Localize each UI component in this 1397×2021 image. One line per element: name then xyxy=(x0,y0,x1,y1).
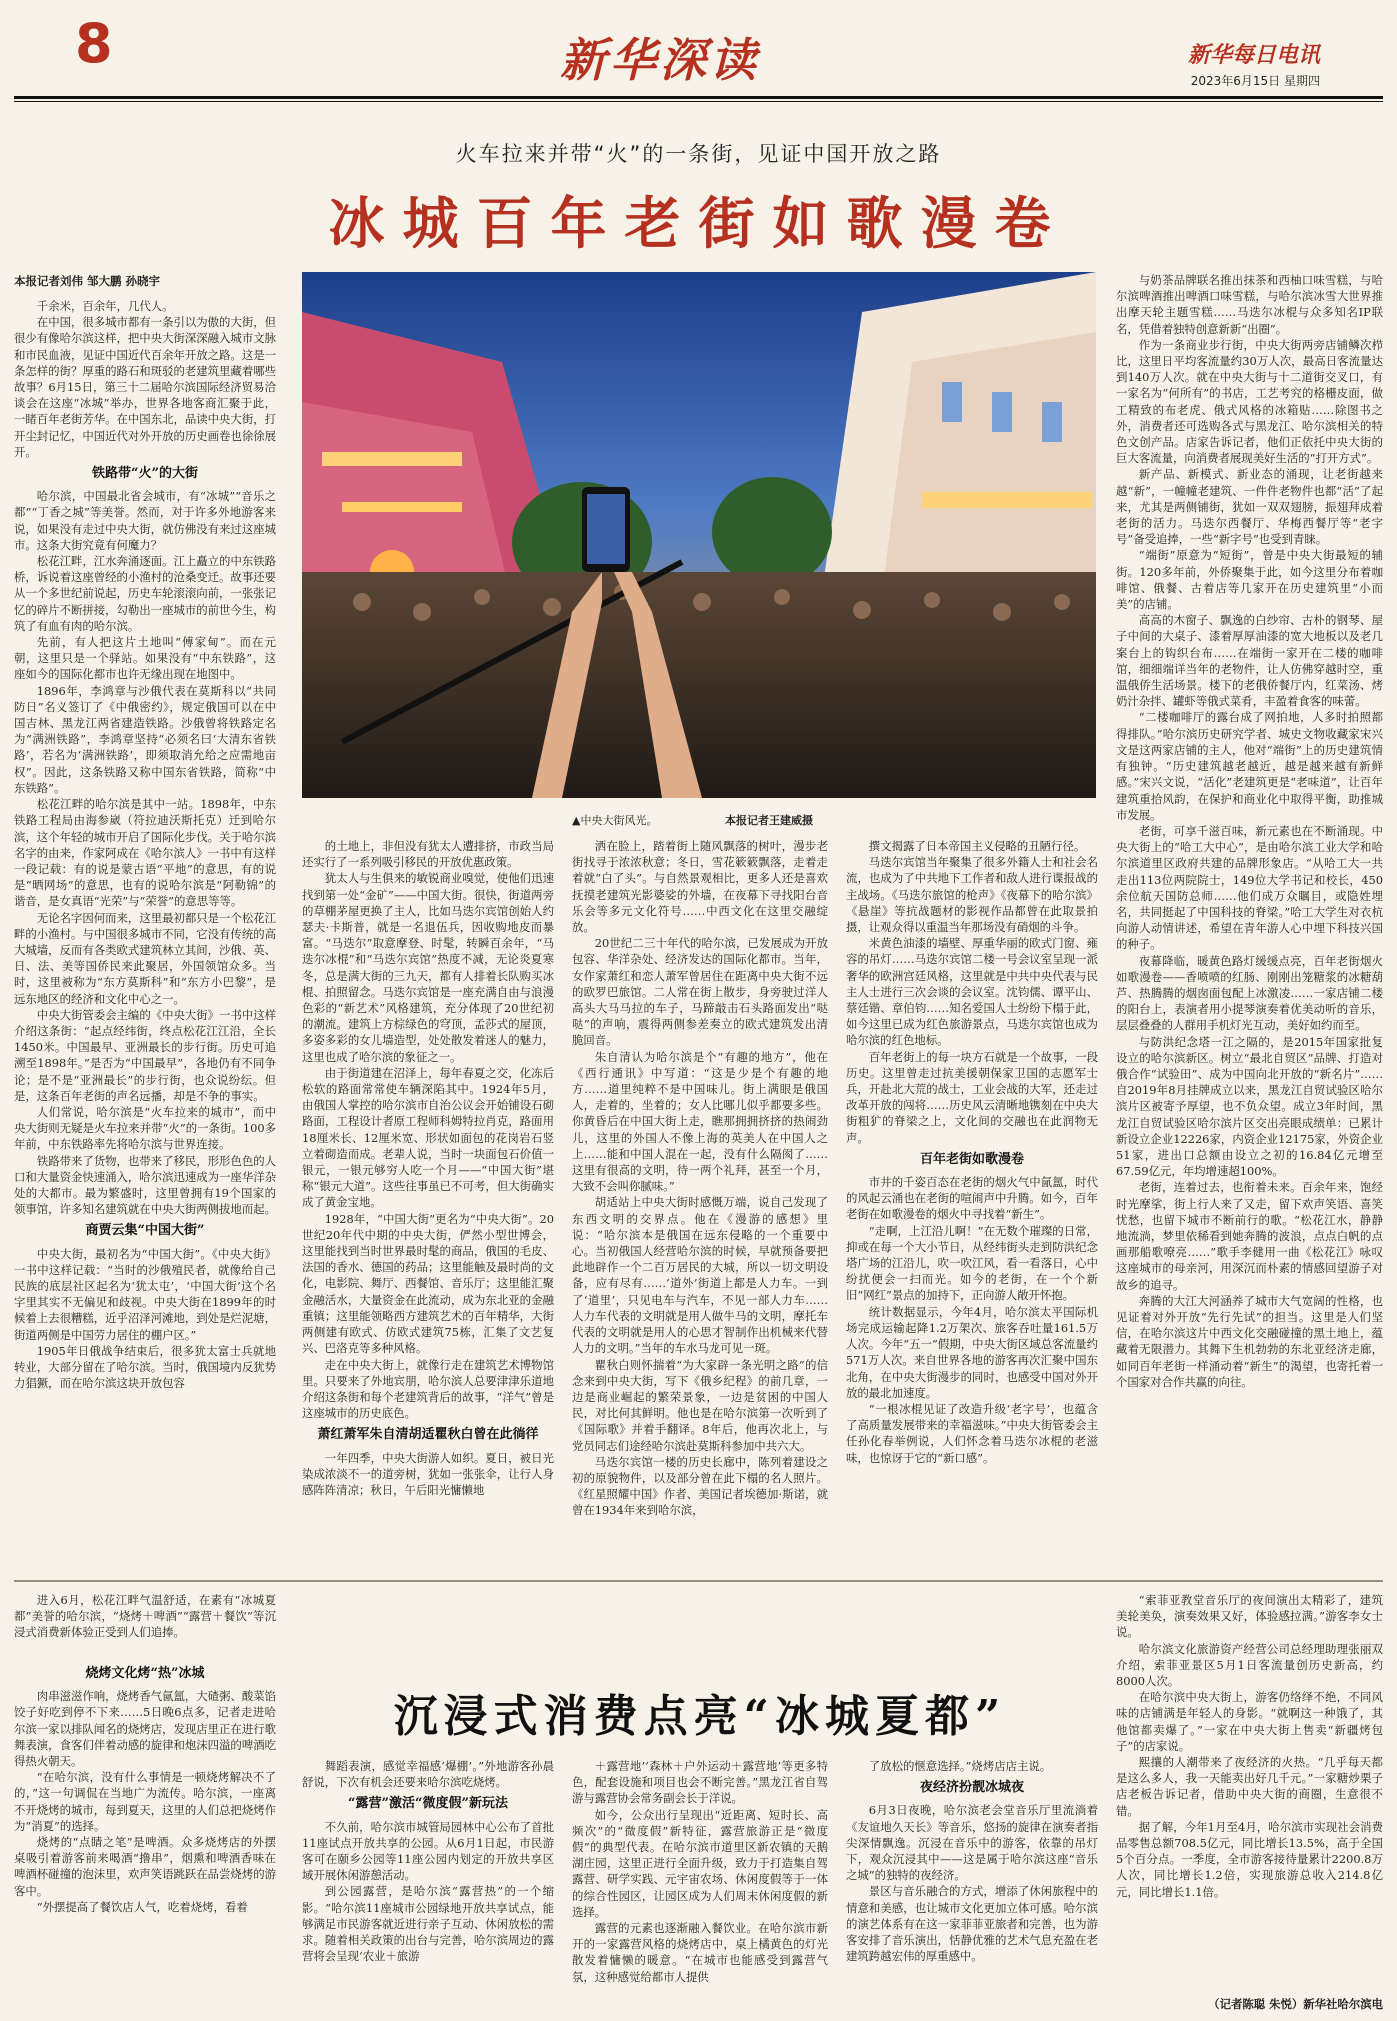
bottom-column-3 xyxy=(572,1758,828,2012)
paragraph: “一根冰棍见证了改造升级‘老字号’，也蕴含了高质量发展带来的幸福滋味。”中央大街管委会主任孙化春举例说，人们怀念着马迭尔冰棍的老滋味，也惊讶于它的“新口感”。 xyxy=(846,1401,1098,1465)
paper-name: 新华每日电讯 xyxy=(1187,42,1320,68)
page-number: 8 xyxy=(75,12,113,75)
article-column-4 xyxy=(846,838,1098,1568)
paragraph: 中央大街，最初名为“中国大街”。《中央大街》一书中这样记载：“当时的沙俄殖民者，就像给自己民族的底层社区起名为‘犹太屯’，‘中国大街’这个名字里其实不无偏见和歧视。中央大街在1899年的时候着上去很糟糕，近乎沼泽河滩地，到处是烂泥塘，街道两侧是中国劳力居住的棚户区。” xyxy=(14,1246,276,1342)
paragraph: “外摆提高了餐饮店人气，吃着烧烤，看着 xyxy=(36,1899,248,1914)
paragraph: 由于街道建在沼泽上，每年春夏之交，化冻后松软的路面常常使车辆深陷其中。1924年5月，由俄国人掌控的哈尔滨市自治公议会开始铺设石砌路面，工程设计者原工程师科姆特拉肖克，路面用18厘米长、12厘米宽、形状如面包的花岗岩石竖立着砌造而成。老辈人说，当时一块面包石价值一银元，一银元够穷人吃一个月——“中国大街”堪称“银元大道”。这些往事虽已不可考，但大街确实成了黄金宝地。 xyxy=(302,1065,554,1210)
paragraph: 无论名字因何而来，这里最初都只是一个松花江畔的小渔村。与中国很多城市不同，它没有传统的高大城墙，反而有各类欧式建筑林立其间，沙俄、英、日、法、美等国侨民来此聚居，外国领馆众多。当时，这里被称为“东方莫斯科”和“东方小巴黎”，是远东地区的经济和文化中心之一。 xyxy=(14,910,276,1006)
paragraph: 新产品、新模式、新业态的涌现，让老街越来越“新”，一幢幢老建筑、一件件老物件也都“活”了起来，尤其是两侧铺街，犹如一双双翅膀，振翅拜成着老街的活力。马迭尔西餐厅、华梅西餐厅等“老字号”备受追捧，一些“新字号”也受到青睐。 xyxy=(1116,467,1383,547)
paragraph: 松花江畔，江水奔涌逐面。江上矗立的中东铁路桥，诉说着这座曾经的小渔村的沧桑变迁。故事还要从一个多世纪前说起，历史车轮滚滚向前，一张张记忆的碎片不断拼接，勾勒出一座城市的前世今生，构筑了有血有肉的哈尔滨。 xyxy=(14,554,276,633)
paragraph: 如今，公众出行呈现出“近距离、短时长、高频次”的“微度假”新特征，露营旅游正是“微度假”的典型代表。在哈尔滨市道里区新农镇的天鹅湖庄园，这里正进行全面升级，致力于打造集自驾露营、研学实践、元宇宙农场、休闲度假等于一体的综合性园区，让园区成为人们周末休闲度假的新选择。 xyxy=(572,1807,828,1919)
paragraph: 人们常说，哈尔滨是“火车拉来的城市”，而中央大街则无疑是火车拉来并带“火”的一条街。100多年前，中东铁路率先将哈尔滨与世界连接。 xyxy=(14,1104,276,1152)
photo-credit: 本报记者王建威摄 xyxy=(725,814,813,827)
paragraph: “在哈尔滨，没有什么事情是一顿烧烤解决不了的，”这一句调侃在当地广为流传。哈尔滨，一座离不开烧烤的城市，每到夏天，这里的人们总把烧烤作为“消夏”的选择。 xyxy=(14,1770,276,1833)
paragraph: 百年老街上的每一块方石就是一个故事，一段历史。这里曾走过抗美援朝保家卫国的志愿军士兵，开赴北大荒的战士，工业会战的大军，还走过改革开放的闯将……历史风云清晰地镌刻在中央大街粗犷的脊梁之上，文化间的交融也在此润物无声。 xyxy=(846,1049,1098,1145)
paragraph: 撰文揭露了日本帝国主义侵略的丑陋行径。 xyxy=(868,839,1086,853)
paragraph: 景区与音乐融合的方式，增添了休闲旅程中的情意和美感，也让城市文化更加立体可感。哈尔滨的演艺体系有在这一家菲菲亚旅者和完善，也为游客安排了音乐演出，恬静优雅的艺术气息充盈在老建筑跨越宏伟的厚重感中。 xyxy=(846,1884,1098,1964)
paragraph: 不久前，哈尔滨市城管局园林中心公布了首批11座试点开放共享的公园。从6月1日起，市民游客可在颐乡公园等11座公园内划定的开放共享区域开展休闲游憩活动。 xyxy=(302,1819,554,1883)
paragraph: 烧烤的“点睛之笔”是啤酒。众多烧烤店的外摆桌吸引着游客前来喝酒“撸串”，烟熏和啤酒香味在啤酒杯碰撞的泡沫里，欢声笑语跳跃在品尝烧烤的游客中。 xyxy=(14,1835,276,1898)
subheading: 烧烤文化烤“热”冰城 xyxy=(85,1666,205,1681)
article-column-5 xyxy=(1116,272,1383,1568)
paragraph: 中央大街管委会主编的《中央大街》一书中这样介绍这条街：“起点经纬街，终点松花江江沿，全长1450米。中国最早、亚洲最长的步行街。历史可追溯至1898年。”是否为“中国最早”，各地仍有不同争论；是不是“亚洲最长”的步行街，也众说纷纭。但是，这条百年老街的声名远播，却是不争的事实。 xyxy=(14,1007,276,1103)
paragraph: 哈尔滨，中国最北省会城市，有“冰城”“音乐之都”“丁香之城”等美誉。然而，对于许多外地游客来说，如果没有走过中央大街，就仿佛没有来过这座城市。这条大街究竟有何魔力？ xyxy=(14,489,276,552)
paragraph: 与防洪纪念塔一江之隔的，是2015年国家批复设立的哈尔滨新区。树立“最北自贸区”品牌、打造对俄合作“试验田”、成为中国向北开放的“新名片”……自2019年8月挂牌成立以来，黑龙江自贸试验区哈尔滨片区被寄予厚望，也不负众望。成立3年时间，黑龙江自贸试验区哈尔滨片区交出亮眼成绩单：已累计新设立企业12226家，内资企业12175家，外资企业51家，进出口总额由设立之初的16.84亿元增至67.59亿元，年均增速超100%。 xyxy=(1116,1034,1383,1179)
paragraph: 高高的木窗子、飘逸的白纱帘、古朴的钢琴、屋子中间的大桌子、漆着厚厚油漆的宽大地板以及老几案台上的钩织台布……在端街一家开在二楼的咖啡馆，细细端详当年的老物件，让人仿佛穿越时空，重温俄侨生活场景。楼下的老俄侨餐厅内，红菜汤、烤奶汁杂拌、罐虾等俄式菜肴，丰盈着食客的味蕾。 xyxy=(1116,613,1383,709)
paragraph: 1905年日俄战争结束后，很多犹太富士兵就地转业，大部分留在了哈尔滨。当时，俄国境内反犹势力猖獗，而在哈尔滨这块开放包容 xyxy=(14,1343,276,1391)
paragraph: 米黄色油漆的墙壁、厚重华丽的欧式门窗、雍容的吊灯……马迭尔宾馆二楼一号会议室呈现一派奢华的欧洲宫廷风格，这里就是中共中央代表与民主人士进行三次会谈的会议室。沈钧儒、谭平山、蔡廷锴、章伯钧……知名爱国人士纷纷下榻于此，如今这里已成为红色旅游景点，马迭尔宾馆也成为哈尔滨的红色地标。 xyxy=(846,936,1098,1048)
bottom-column-4 xyxy=(846,1758,1098,2012)
paragraph: 先前，有人把这片土地叫“傅家甸”。而在元朝，这里只是一个驿站。如果没有“中东铁路”，这座如今的国际化都市也许无缘出现在地图中。 xyxy=(14,635,276,682)
subheading: “露营”激活“微度假”新玩法 xyxy=(348,1796,508,1812)
bottom-column-2 xyxy=(302,1758,554,2012)
paragraph: 肉串滋滋作响，烧烤香气氤氲，大碴粥、酸菜馅饺子好吃到停不下来……5日晚6点多，记者走进哈尔滨一家以排队闻名的烧烤店，发现店里正在进行歌舞表演，食客们伴着动感的旋律和炮沫四溢的啤酒吃得热火朝天。 xyxy=(14,1689,276,1769)
section-masthead: 新华深读 xyxy=(560,33,760,87)
subheading: 夜经济扮靓冰城夜 xyxy=(919,1780,1024,1796)
paragraph: 犹太人与生俱来的敏锐商业嗅觉，使他们迅速找到第一处“金矿”——中国大街。很快，街道两旁的草棚茅屋更换了主人，比如马迭尔宾馆创始人约瑟夫·卡斯普，就是一名退伍兵，因收购地皮而暴富。“马迭尔”取意摩登、时髦，转瞬百余年，“马迭尔冰棍”和“马迭尔宾馆”热度不减，无论炎夏寒冬，总是满大街的三九天，都有人排着长队购买冰棍、拍照留念。马迭尔宾馆是一座充满自由与浪漫色彩的“新艺术”风格建筑，充分体现了20世纪初的潮流。建筑上方棕绿色的穹顶，孟莎式的屋顶，多姿多彩的女儿墙造型，处处散发着迷人的魅力，这里也成了哈尔滨的象征之一。 xyxy=(302,871,554,1064)
dispatch-credit: （记者陈聪 朱悦）新华社哈尔滨电 xyxy=(1208,1997,1383,2011)
subheading: 商贾云集“中国大街” xyxy=(85,1223,205,1239)
photo-caption: ▲中央大街风光。 xyxy=(572,814,658,827)
subheading: 百年老街如歌漫卷 xyxy=(919,1151,1024,1167)
paragraph: 千余米，百余年，几代人。 xyxy=(36,299,174,313)
paragraph: 夜幕降临，暖黄色路灯缓缓点亮，百年老街烟火如歌漫卷——香喷喷的红肠、刚刚出笼糖浆的冰糖葫芦、热腾腾的烟囱面包配上冰激凌……一家店铺二楼的阳台上，表演者用小提琴演奏着优美动听的音乐，层层叠叠的人群用手机灯光互动，美好如约而至。 xyxy=(1116,953,1383,1033)
issue-date: 2023年6月15日 星期四 xyxy=(1190,74,1320,88)
paragraph: 熙攘的人潮带来了夜经济的火热。“几乎每天都是这么多人，我一天能卖出好几千元。”一家糖炒栗子店老板告诉记者，借助中央大街的商圈，生意很不错。 xyxy=(1116,1755,1383,1818)
header-rule xyxy=(14,96,1383,99)
bottom-lead xyxy=(14,1592,276,1652)
paragraph: 市井的千姿百态在老街的烟火气中氤氲，时代的风起云涌也在老街的喧闹声中升腾。如今，百年老街在如歌漫卷的烟火中寻找着“新生”。 xyxy=(846,1175,1098,1222)
subheading: 铁路带“火”的大街 xyxy=(92,466,198,482)
paragraph: 瞿秋白则怀揣着“为大家辟一条光明之路”的信念来到中央大街，写下《俄乡纪程》的前几章，一边是商业崛起的繁荣景象，一边是贫困的中国人民，对比何其鲜明。他也是在哈尔滨第一次听到了《国际歌》并着手翻译。8年后，他再次北上，与党员同志们途经哈尔滨赴莫斯科参加中共六大。 xyxy=(572,1357,828,1453)
paragraph: “索菲亚教堂音乐厅的夜间演出太精彩了，建筑美轮美奂，演奏效果又好，体验感拉满。”游客李女士说。 xyxy=(1116,1593,1383,1640)
paragraph: 露营的元素也逐渐融入餐饮业。在哈尔滨市新开的一家露营风格的烧烤店中，桌上橘黄色的灯光散发着慵懒的暖意。“在城市也能感受到露营气氛，这种感觉给都市人提供 xyxy=(572,1921,828,1984)
paragraph: 20世纪二三十年代的哈尔滨，已发展成为开放包容、华洋杂处、经济发达的国际化都市。当年，女作家萧红和恋人萧军曾居住在距离中央大街不远的欧罗巴旅馆。二人常在街上散步，身旁驶过洋人高头大马马拉的车子，马蹄敲击石头路面发出“哒哒”的声响，震得两侧参差奏立的欧式建筑发出清脆回音。 xyxy=(572,936,828,1048)
paragraph: 作为一条商业步行街，中央大街两旁店铺鳞次栉比，这里日平均客流量约30万人次，最高日客流量达到140万人次。就在中央大街与十二道街交叉口，有一家名为“何所有”的书店，工艺考究的格栅皮面，做工精致的布老虎、俄式风格的冰箱贴……除图书之外，消费者还可选购各式与黑龙江、哈尔滨相关的特色文创产品。店家告诉记者，他们正依托中央大街的巨大客流量，向消费者展现美好生活的“打开方式”。 xyxy=(1116,337,1383,466)
article-column-2 xyxy=(302,838,554,1568)
paragraph: 洒在脸上，踏着街上随风飘落的树叶，漫步老街找寻于浓浓秋意；冬日，雪花簌簌飘落，走着走着就“白了头”。与自然景观相比，更多人还是喜欢抚摸老建筑光影婆娑的外墙，在夜幕下寻找阳台音乐会等多元文化符号……中西文化在这里交融绽放。 xyxy=(572,839,828,935)
paragraph: 的土地上，非但没有犹太人遭排挤，市政当局还实行了一系列吸引移民的开放优惠政策。 xyxy=(302,839,554,870)
paragraph: 胡适站上中央大街时感慨万端，说自己发现了东西文明的交界点。他在《漫游的感想》里说：“哈尔滨本是俄国在远东侵略的一个重要中心。当初俄国人经营哈尔滨的时候，早就预备要把此地辟作一个二百万居民的大城，所以一切文明设备，应有尽有……‘道外’街道上都是人力车。一到了‘道里’，只见电车与汽车，不见一部人力车……人力车代表的文明就是用人做牛马的文明，摩托车代表的文明就是用人的心思才智制作出机械来代替人力的文明。”当年的车水马龙可见一斑。 xyxy=(572,1195,828,1356)
paragraph: 与奶茶品牌联名推出抹茶和西柚口味雪糕，与哈尔滨啤酒推出啤酒口味雪糕，与哈尔滨冰雪大世界推出摩天轮主题雪糕……马迭尔冰棍与众多知名IP联名，凭借着独特创意新新“出圈”。 xyxy=(1116,273,1383,336)
article-column-3 xyxy=(572,838,828,1568)
header-rule-thin xyxy=(14,101,1383,102)
paragraph: 了放松的惬意选择。”烧烤店店主说。 xyxy=(868,1759,1052,1773)
main-headline: 冰城百年老街如歌漫卷 xyxy=(328,191,1069,257)
subheading: 萧红萧军朱自清胡适瞿秋白曾在此徜徉 xyxy=(317,1427,539,1443)
paragraph: 奔腾的大江大河涵养了城市大气宽阔的性格，也见证着对外开放“先行先试”的担当。这里是人们坚信，在哈尔滨这片中西文化交融碰撞的黑土地上，蕴藏着无限潜力。其舞下生机勃勃的东北亚经济走廊，如同百年老街一样涌动着“新生”的渴望，也寄托着一个国家对合作共赢的向往。 xyxy=(1116,1293,1383,1389)
article-column-1 xyxy=(14,298,276,1568)
paragraph: 马迭尔宾馆一楼的历史长廊中，陈列着建设之初的原貌物件，以及部分曾在此下榻的名人照片。《红星照耀中国》作者、美国记者埃德加·斯诺，就曾在1934年来到哈尔滨， xyxy=(572,1454,828,1518)
paragraph: 朱自清认为哈尔滨是个“有趣的地方”，他在《西行通讯》中写道：“这是少是个有趣的地方……道里纯粹不是中国味儿。街上满眼是俄国人，走着的，坐着的；女人比哪儿似乎都要多些。你黄昏后在中国大街上走，瞧那拥拥挤挤的热闹劲儿，这里的外国人不像上海的英美人在中国人之上……能和中国人混在一起，没有什么隔阂了……这里有很高的文明，待一两个礼拜，甚至一个月，大致不会叫你腻味。” xyxy=(572,1049,828,1194)
paragraph: 在中国，很多城市都有一条引以为傲的大街，但很少有像哈尔滨这样，把中央大街深深融入城市文脉和市民血液，见证中国近代百余年开放之路。这是一条怎样的街？厚重的路石和斑驳的老建筑里藏着哪些故事？6月15日，第三十二届哈尔滨国际经济贸易洽谈会在这座“冰城”举办，世界各地客商汇聚于此，一睹百年老街芳华。在中国东北，品读中央大街，打开尘封记忆，中国近代对外开放的历史画卷也徐徐展开。 xyxy=(14,315,276,459)
paragraph: 铁路带来了货物，也带来了移民，形形色色的人口和大量资金快速涌入，哈尔滨迅速成为一座华洋杂处的大都市。最为繁盛时，这里曾拥有19个国家的领事馆，许多知名建筑就在中央大街两侧拔地而起。 xyxy=(14,1153,276,1217)
street-photo xyxy=(302,272,1096,798)
paragraph: 松花江畔的哈尔滨是其中一站。1898年，中东铁路工程局由海参崴（符拉迪沃斯托克）迁到哈尔滨，这个年轻的城市开启了国际化步伐。关于哈尔滨名字的由来，作家阿成在《哈尔滨人》一书中有这样一段记载：有的说是蒙古语“平地”的意思，有的说是“晒网场”的意思，也有的说哈尔滨是“阿勒锦”的谐音，是女真语“光荣”与“荣誉”的意思等等。 xyxy=(14,797,276,909)
bottom-column-5 xyxy=(1116,1592,1383,1992)
paragraph: 马迭尔宾馆当年聚集了很多外籍人士和社会名流，也成为了中共地下工作者和敌人进行谍报战的主战场。《马迭尔旅馆的枪声》《夜幕下的哈尔滨》《悬崖》等抗战题材的影视作品都曾在此取景拍摄，让观众得以重温当年那场没有硝烟的斗争。 xyxy=(846,855,1098,935)
paragraph: 1896年，李鸿章与沙俄代表在莫斯科以“共同防日”名义签订了《中俄密约》，规定俄国可以在中国吉林、黑龙江两省建造铁路。沙俄曾将铁路定名为“满洲铁路”，李鸿章坚持“必须名曰‘大清东省铁路’，若名为‘满洲铁路’，即须取消允给之应需地亩权”。因此，这条铁路又称中国东省铁路，简称“中东铁路”。 xyxy=(14,683,276,795)
paragraph: 老街，可享千滋百味，新元素也在不断涌现。中央大街上的“哈工大中心”，是由哈尔滨工业大学和哈尔滨道里区政府共建的品牌形象店。“从哈工大一共走出113位两院院士，149位大学书记和校长，450余位航天国防总师……他们成万众瞩目，或隐姓埋名，共同挺起了中国科技的脊梁。”哈工大学生对衣杭向游人动情讲述，希望在青年游人心中埋下科技兴国的种子。 xyxy=(1116,823,1383,952)
paragraph: 统计数据显示，今年4月，哈尔滨太平国际机场完成运输起降1.2万架次、旅客吞吐量161.5万人次。今年“五一”假期，中央大街区域总客流量约571万人次。来自世界各地的游客再次汇聚中国东北角，在中央大街漫步的同时，也感受中国对外开放的最北加速度。 xyxy=(846,1304,1098,1400)
byline: 本报记者刘伟 邹大鹏 孙晓宇 xyxy=(14,274,161,288)
paragraph: “走啊，上江沿儿啊！”在无数个璀璨的日常，抑或在每一个大小节日，从经纬街头走到防洪纪念塔广场的江沿儿，吹一吹江风，看一看落日，心中纷扰便会一扫而光。如今的老街，在一个个新旧“网红”景点的加持下，正向游人敞开怀抱。 xyxy=(846,1223,1098,1303)
paragraph: 到公园露营，是哈尔滨“露营热”的一个缩影。“哈尔滨11座城市公园绿地开放共享试点，能够满足市民游客就近进行亲子互动、休闲放松的需求。随着相关政策的出台与完善，哈尔滨周边的露营将会呈现‘农业＋旅游 xyxy=(302,1884,554,1964)
paragraph: 1928年，“中国大街”更名为“中央大街”。20世纪20年代中期的中央大街，俨然小型世博会，这里能找到当时世界最时髦的商品，俄国的毛皮、法国的香水、德国的药品；这里能触及最时尚的文化，电影院、舞厅、西餐馆、音乐厅；这里能汇聚金融活水，大量资金在此流动，成为东北亚的金融重镇；这里能领略西方建筑艺术的百年精华，大街两侧建有欧式、仿欧式建筑75栋，汇集了文艺复兴、巴洛克等多种风格。 xyxy=(302,1211,554,1356)
paragraph: “二楼咖啡厅的露台成了网拍地，人多时拍照都得排队。”哈尔滨历史研究学者、城史文物收藏家宋兴文是这两家店铺的主人，他对“端街”上的历史建筑情有独钟。“历史建筑越老越近，越是越来越有新鲜感。”宋兴文说，“活化”老建筑更是“老味道”，让百年建筑重拾风韵，在保护和商业化中取得平衡，助推城市发展。 xyxy=(1116,710,1383,822)
bottom-column-1 xyxy=(14,1660,276,2012)
paragraph: 据了解，今年1月至4月，哈尔滨市实现社会消费品零售总额708.5亿元，同比增长13.5%，高于全国5个百分点。一季度，全市游客接待量累计2200.8万人次，同比增长1.2倍，实现旅游总收入214.8亿元，同比增长1.1倍。 xyxy=(1116,1819,1383,1899)
paragraph: 走在中央大街上，就像行走在建筑艺术博物馆里。只要来了外地宾朋，哈尔滨人总要津津乐道地介绍这条街和每个老建筑背后的故事，“洋气”曾是这座城市的历史底色。 xyxy=(302,1357,554,1421)
paragraph: 一年四季，中央大街游人如织。夏日，被日光染成浓淡不一的道旁树，犹如一张张伞，让行人身感阵阵清凉；秋日，午后阳光慵懒地 xyxy=(302,1450,554,1497)
paragraph: 老街，连着过去，也衔着未来。百余年来，饱经时光摩挲，街上行人来了又走，留下欢声笑语、喜笑忧愁，也留下城市不断前行的歌。“松花江水，静静地流淌，梦里依稀看到她奔腾的波浪，点点白帆的点画那船歌嘹亮……”歌手李健用一曲《松花江》咏叹这座城市的母亲河，用深沉而朴素的情感回望游子对故乡的追寻。 xyxy=(1116,1180,1383,1292)
paragraph: 舞蹈表演，感觉幸福感‘爆棚’。”外地游客孙晨舒说，下次有机会还要来哈尔滨吃烧烤。 xyxy=(302,1759,554,1790)
bottom-headline: 沉浸式消费点亮“冰城夏都” xyxy=(393,1691,1007,1742)
paragraph: 哈尔滨文化旅游资产经营公司总经理助理张丽双介绍，索菲亚景区5月1日客流量创历史新高，约8000人次。 xyxy=(1116,1641,1383,1689)
paragraph: 在哈尔滨中央大街上，游客仍络绎不绝，不同风味的店铺满是年轻人的身影。“就啊这一种饿了，其他馆都卖爆了。”一家在中央大街上售卖“新疆烤包子”的店家说。 xyxy=(1116,1690,1383,1753)
headline-kicker: 火车拉来并带“火”的一条街，见证中国开放之路 xyxy=(455,142,942,166)
section-divider xyxy=(14,1580,1383,1582)
paragraph: 进入6月，松花江畔气温舒适，在素有“冰城夏都”美誉的哈尔滨，“烧烤＋啤酒”“露营＋餐饮”等沉浸式消费新体验正受到人们追捧。 xyxy=(14,1593,276,1640)
paragraph: “端街”原意为“短街”，曾是中央大街最短的辅街。120多年前，外侨聚集于此，如今这里分布着咖啡馆、俄餐、古着店等几家开在历史建筑里“小而美”的店铺。 xyxy=(1116,548,1383,612)
paragraph: 6月3日夜晚，哈尔滨老会堂音乐厅里流淌着《友谊地久天长》等音乐，悠扬的旋律在演奏者指尖深情飘逸。沉浸在音乐中的游客，依靠的吊灯下，观众沉浸其中——这是属于哈尔滨这座“音乐之城”的独特的夜经济。 xyxy=(846,1803,1098,1883)
paragraph: ＋露营地’‘森林＋户外运动＋露营地’等更多特色，配套设施和项目也会不断完善。”黑龙江省自驾游与露营协会常务副会长于洋说。 xyxy=(572,1759,828,1806)
